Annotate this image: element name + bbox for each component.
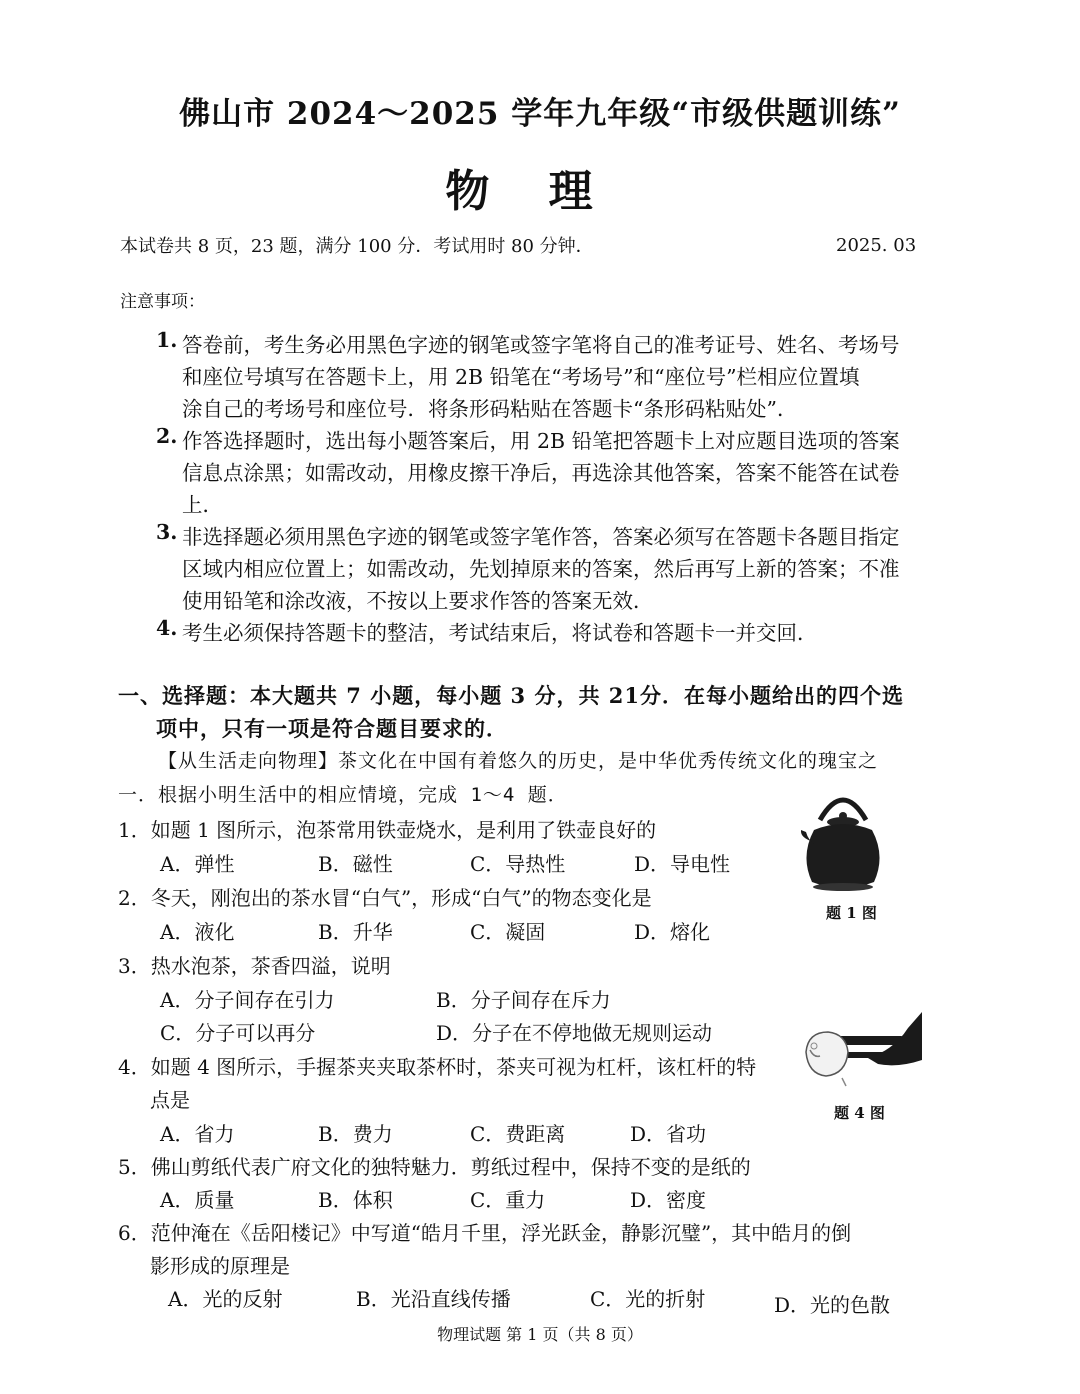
notice-line: 答卷前，考生务必用黑色字迹的钢笔或签字笔将自己的准考证号、姓名、考场号: [182, 333, 900, 357]
option-a: A．质量: [160, 1188, 235, 1212]
option-c: C．光的折射: [590, 1287, 706, 1311]
question-stem: 5．佛山剪纸代表广府文化的独特魅力．剪纸过程中，保持不变的是纸的: [118, 1155, 751, 1179]
notice-number: 2.: [156, 424, 178, 448]
option-b: B．费力: [318, 1122, 393, 1146]
section-intro: 一．根据小明生活中的相应情境，完成 1～4 题．: [118, 784, 568, 806]
notice-number: 1.: [156, 328, 178, 352]
option-a: A．光的反射: [168, 1287, 283, 1311]
exam-date: 2025. 03: [836, 235, 917, 256]
option-d: D．光的色散: [774, 1293, 891, 1317]
option-c: C．导热性: [470, 852, 566, 876]
section-heading-cont: 项中，只有一项是符合题目要求的．: [156, 716, 508, 741]
option-b: B．升华: [318, 920, 393, 944]
notice-line: 使用铅笔和涂改液，不按以上要求作答的答案无效．: [182, 589, 654, 613]
notice-number: 4.: [156, 616, 178, 640]
question-stem: 影形成的原理是: [150, 1254, 290, 1278]
option-c: C．分子可以再分: [160, 1021, 316, 1045]
option-b: B．光沿直线传播: [356, 1287, 511, 1311]
notice-number: 3.: [156, 520, 178, 544]
option-a: A．分子间存在引力: [160, 988, 335, 1012]
section-heading: 一、选择题：本大题共 7 小题，每小题 3 分，共 21分．在每小题给出的四个选: [118, 683, 904, 708]
question-stem: 点是: [150, 1088, 190, 1112]
figure-1-caption: 题 1 图: [826, 904, 877, 922]
option-c: C．费距离: [470, 1122, 566, 1146]
option-d: D．导电性: [634, 852, 731, 876]
notice-line: 作答选择题时，选出每小题答案后，用 2B 铅笔把答题卡上对应题目选项的答案: [182, 429, 900, 453]
notice-heading: 注意事项：: [120, 292, 205, 312]
question-stem: 1．如题 1 图所示，泡茶常用铁壶烧水，是利用了铁壶良好的: [118, 818, 657, 842]
option-a: A．省力: [160, 1122, 235, 1146]
figure-4-caption: 题 4 图: [834, 1104, 885, 1122]
option-d: D．密度: [630, 1188, 707, 1212]
notice-line: 考生必须保持答题卡的整洁，考试结束后，将试卷和答题卡一并交回．: [182, 621, 818, 645]
option-c: C．凝固: [470, 920, 546, 944]
notice-line: 和座位号填写在答题卡上，用 2B 铅笔在“考场号”和“座位号”栏相应位置填: [182, 365, 860, 389]
option-b: B．磁性: [318, 852, 393, 876]
option-d: D．分子在不停地做无规则运动: [436, 1021, 713, 1045]
exam-info: 本试卷共 8 页，23 题，满分 100 分．考试用时 80 分钟．: [120, 236, 594, 257]
section-intro: 【从生活走向物理】茶文化在中国有着悠久的历史，是中华优秀传统文化的瑰宝之: [158, 750, 879, 772]
question-stem: 2．冬天，刚泡出的茶水冒“白气”，形成“白气”的物态变化是: [118, 886, 652, 910]
notice-line: 信息点涂黑；如需改动，用橡皮擦干净后，再选涂其他答案，答案不能答在试卷: [182, 461, 900, 485]
option-d: D．熔化: [634, 920, 711, 944]
teapot-icon: [798, 786, 888, 894]
option-d: D．省功: [630, 1122, 707, 1146]
option-c: C．重力: [470, 1188, 546, 1212]
option-a: A．液化: [160, 920, 235, 944]
exam-title: 佛山市 2024～2025 学年九年级“市级供题训练”: [179, 96, 901, 132]
notice-line: 非选择题必须用黑色字迹的钢笔或签字笔作答，答案必须写在答题卡各题目指定: [182, 525, 900, 549]
option-b: B．分子间存在斥力: [436, 988, 611, 1012]
notice-line: 涂自己的考场号和座位号．将条形码粘贴在答题卡“条形码粘贴处”．: [182, 397, 798, 421]
question-stem: 3．热水泡茶，茶香四溢，说明: [118, 954, 391, 978]
option-b: B．体积: [318, 1188, 393, 1212]
question-stem: 6．范仲淹在《岳阳楼记》中写道“皓月千里，浮光跃金，静影沉璧”，其中皓月的倒: [118, 1221, 852, 1245]
notice-line: 上．: [182, 493, 223, 517]
tea-tongs-icon: [798, 1010, 924, 1090]
page-footer: 物理试题 第 1 页（共 8 页）: [437, 1325, 643, 1344]
option-a: A．弹性: [160, 852, 235, 876]
notice-line: 区域内相应位置上；如需改动，先划掉原来的答案，然后再写上新的答案；不准: [182, 557, 900, 581]
question-stem: 4．如题 4 图所示，手握茶夹夹取茶杯时，茶夹可视为杠杆，该杠杆的特: [118, 1055, 757, 1079]
subject-title: 物 理: [445, 166, 615, 217]
